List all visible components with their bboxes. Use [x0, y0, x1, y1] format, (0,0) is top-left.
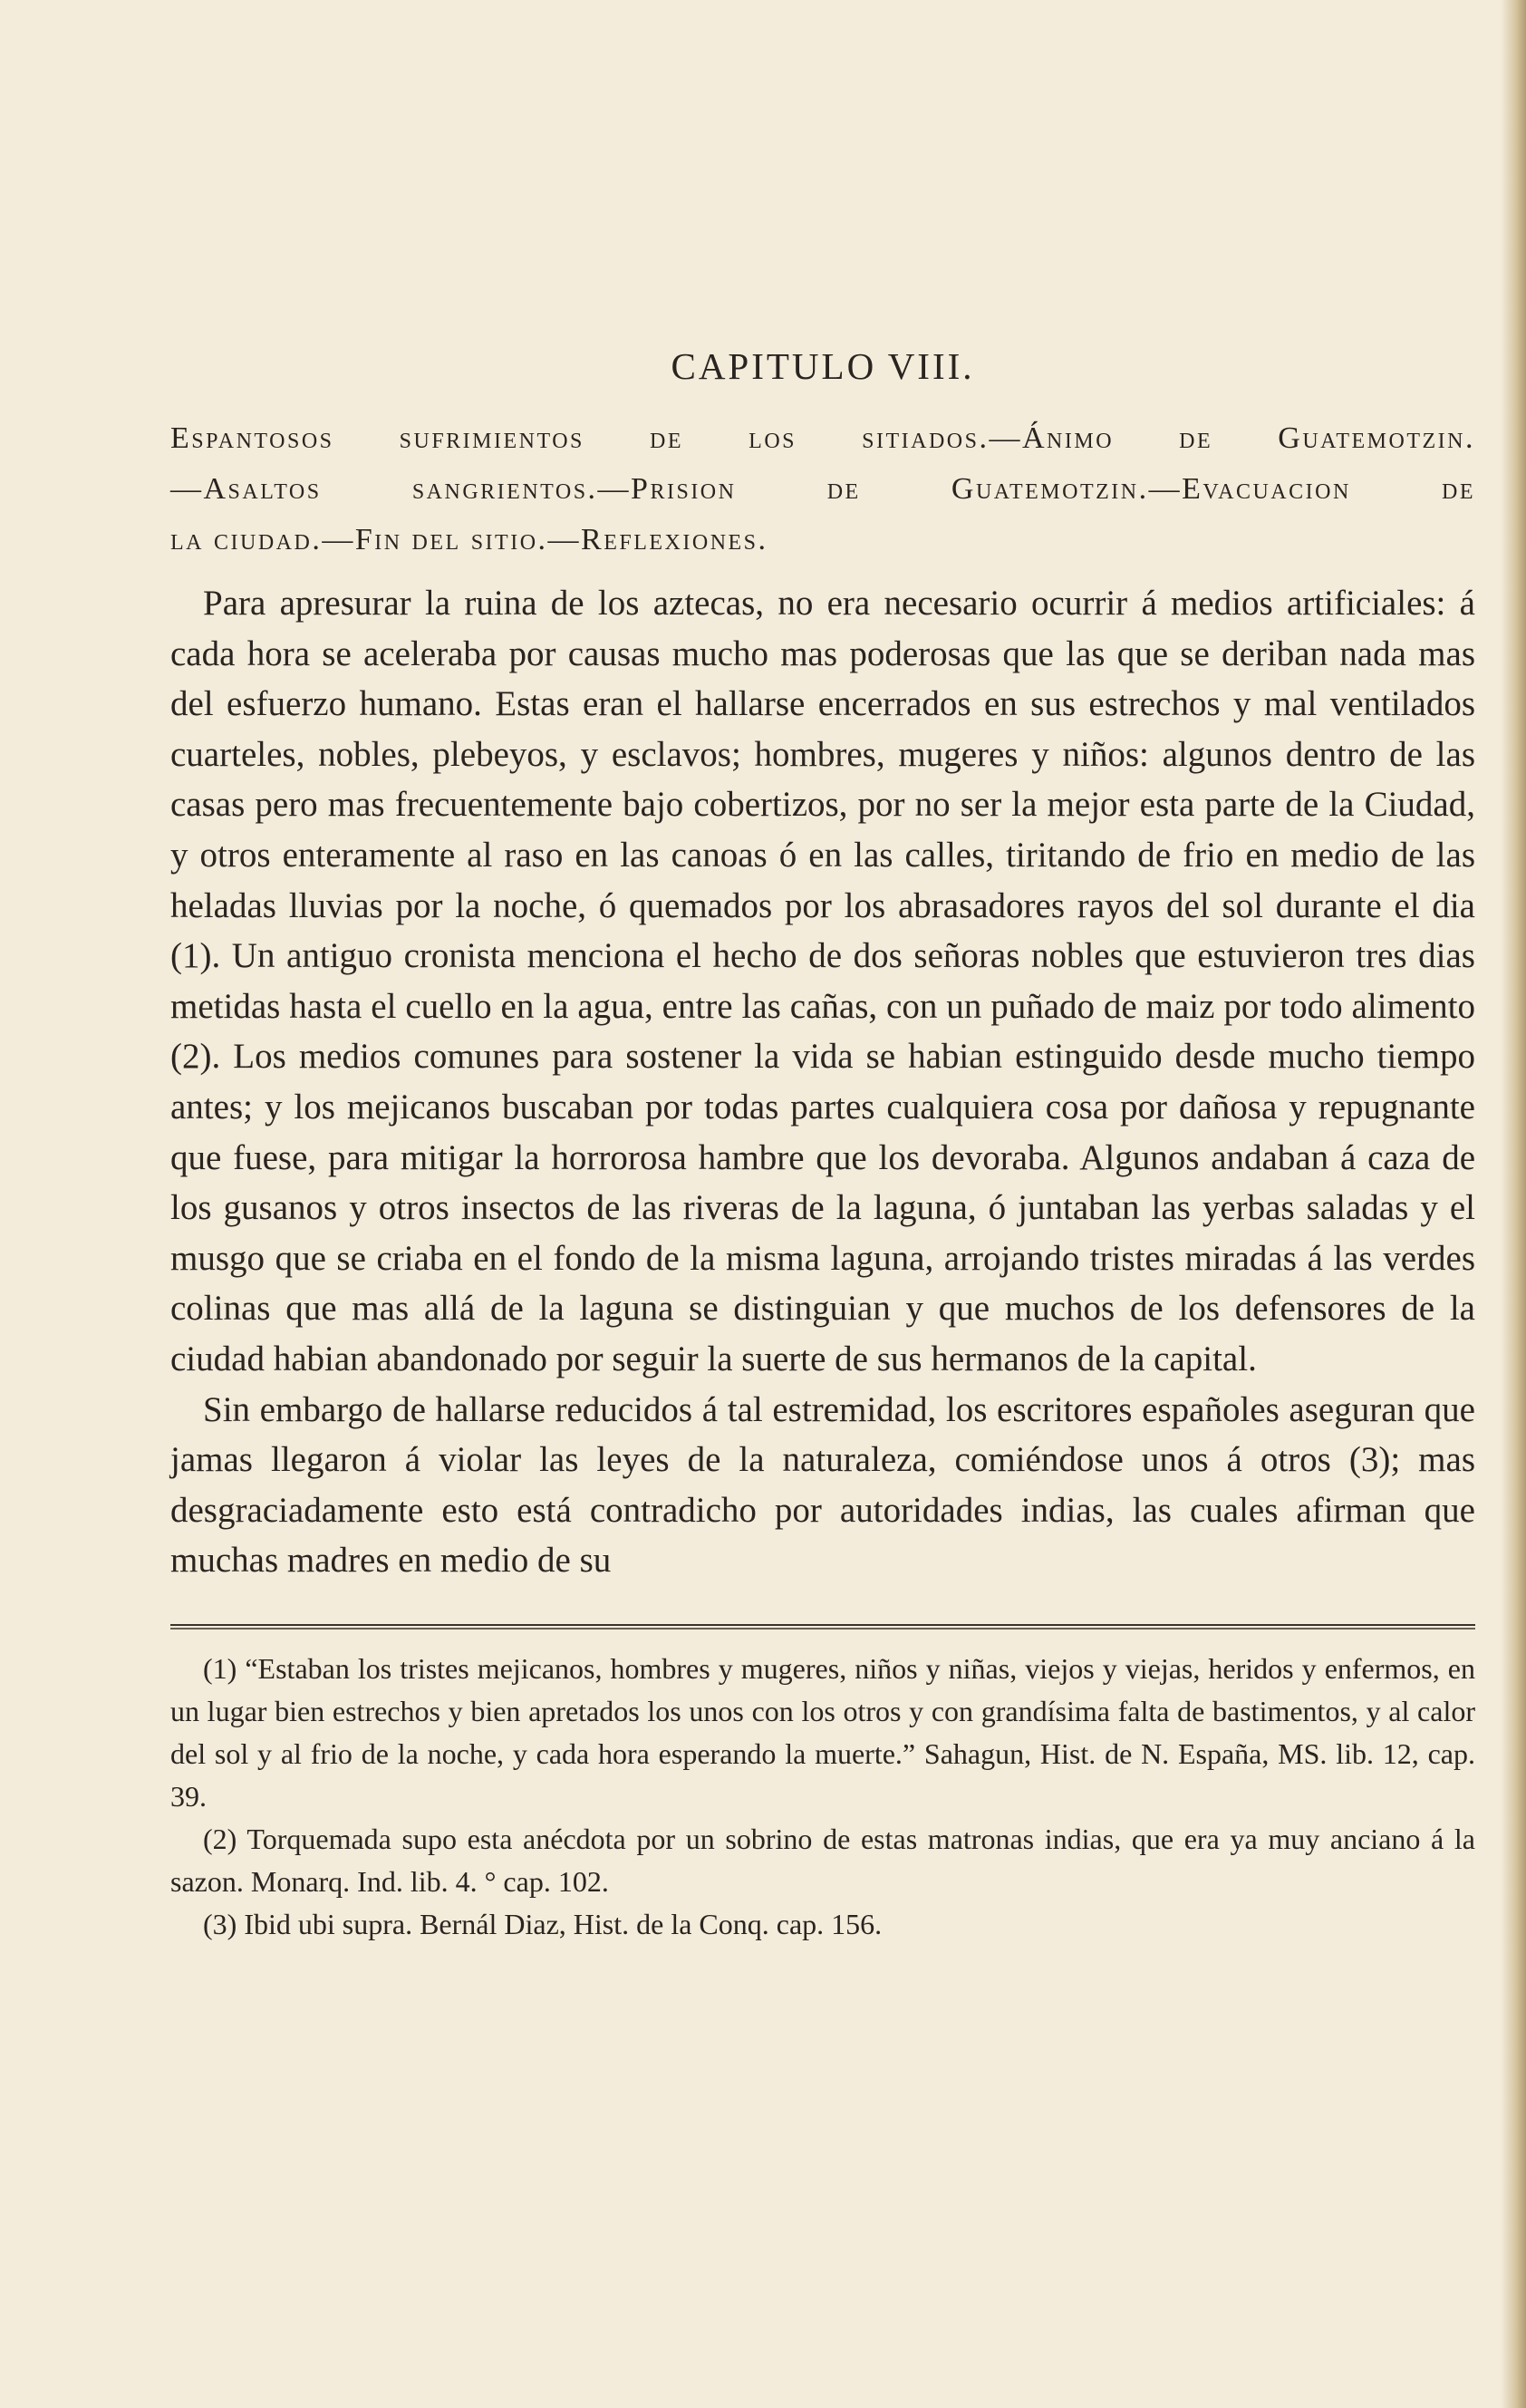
page-edge-shadow — [1501, 0, 1526, 2408]
body-paragraph: Sin embargo de hallarse reducidos á tal estremidad, los escritores españoles aseguran que jamas llegaron á violar las leyes de la naturaleza, comiéndose unos á otros (3); mas desgraciadamente esto está contradicho por autoridades indias, las cuales afirman que muchas madres en medio de su — [170, 1389, 1475, 1581]
chapter-title: CAPITULO VIII. — [671, 345, 975, 387]
summary-line: —Asaltos sangrientos.—Prision de Guatemotzin.—Evacuacion de — [170, 472, 1475, 506]
body-paragraph: Para apresurar la ruina de los aztecas, no era necesario ocurrir á medios artificiales: á cada hora se aceleraba por causas mucho mas poderosas que las que se deriban nada mas del esfuerzo humano. Estas eran el hallarse encerrados en sus estrechos y mal ventilados cuarteles, nobles, plebeyos, y esclavos; hombres, mugeres y niños: algunos dentro de las casas pero mas frecuentemente bajo cobertizos, por no ser la mejor esta parte de la Ciudad, y otros enteramente al raso en las canoas ó en las calles, tiritando de frio en medio de las heladas lluvias por la noche, ó quemados por los abrasadores rayos del sol durante el dia (1). Un antiguo cronista menciona el hecho de dos señoras nobles que estuvieron tres dias metidas hasta el cuello en la agua, entre las cañas, con un puñado de maiz por todo alimento (2). Los medios comunes para sostener la vida se habian estinguido desde mucho tiempo antes; y los mejicanos buscaban por todas partes cualquiera cosa por dañosa y repugnante que fuese, para mitigar la horrorosa hambre que los devoraba. Algunos andaban á caza de los gusanos y otros insectos de las riveras de la laguna, ó juntaban las yerbas saladas y el musgo que se criaba en el fondo de la misma laguna, arrojando tristes miradas á las verdes colinas que mas allá de la laguna se distinguian y que muchos de los defensores de la ciudad habian abandonado por seguir la suerte de sus hermanos de la capital. — [170, 584, 1475, 1378]
chapter-body — [170, 578, 1475, 1586]
footnote: (2) Torquemada supo esta anécdota por un sobrino de estas matronas indias, que era ya muy anciano á la sazon. Monarq. Ind. lib. 4. ° cap. 102. — [170, 1822, 1475, 1898]
book-page — [170, 344, 1475, 1946]
footnote: (3) Ibid ubi supra. Bernál Diaz, Hist. de la Conq. cap. 156. — [203, 1907, 883, 1940]
footnotes — [170, 1648, 1475, 1946]
footnote-divider — [170, 1624, 1475, 1626]
footnote: (1) “Estaban los tristes mejicanos, hombres y mugeres, niños y niñas, viejos y viejas, heridos y enfermos, en un lugar bien estrechos y bien apretados los unos con los otros y con grandísima falta de bastimentos, y al calor del sol y al frio de la noche, y cada hora esperando la muerte.” Sahagun, Hist. de N. España, MS. lib. 12, cap. 39. — [170, 1651, 1475, 1813]
chapter-summary — [170, 413, 1475, 566]
summary-line: Espantosos sufrimientos de los sitiados.—Ánimo de Guatemotzin. — [170, 421, 1475, 455]
summary-line: la ciudad.—Fin del sitio.—Reflexiones. — [170, 523, 768, 556]
